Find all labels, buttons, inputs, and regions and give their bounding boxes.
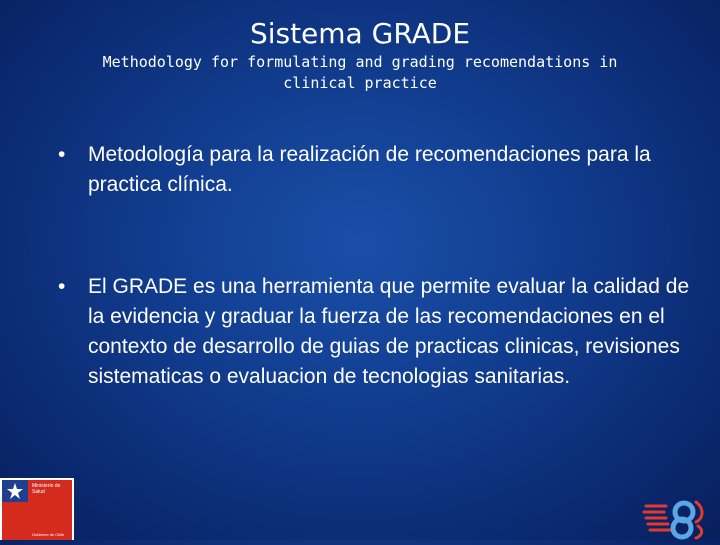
bullet-text: El GRADE es una herramienta que permite evaluar la calidad de la evidencia y graduar la fuerza de las recomendaciones en el contexto de desarrollo de guias de practicas clinicas, revisiones sistematicas o evaluacion de tecnologias sanitarias.	[88, 275, 690, 388]
bullet-dot: •	[58, 275, 66, 298]
agency-swirl-logo-icon	[640, 490, 714, 540]
svg-text:Salud: Salud	[32, 489, 45, 495]
swirl-logo-graphic	[640, 490, 714, 540]
chile-government-logo-icon	[0, 478, 74, 540]
svg-text:Gobierno de Chile: Gobierno de Chile	[32, 532, 65, 537]
slide-subtitle: Methodology for formulating and grading recomendations in clinical practice	[102, 53, 618, 92]
bullet-text: Metodología para la realización de recomendaciones para la practica clínica.	[88, 143, 651, 196]
slide-title: Sistema GRADE	[249, 17, 471, 50]
bullet-item	[58, 140, 708, 200]
svg-text:Ministerio de: Ministerio de	[32, 483, 61, 489]
bullet-dot: •	[58, 143, 66, 166]
bullet-item	[58, 272, 708, 392]
ministry-logo-graphic	[0, 478, 74, 540]
